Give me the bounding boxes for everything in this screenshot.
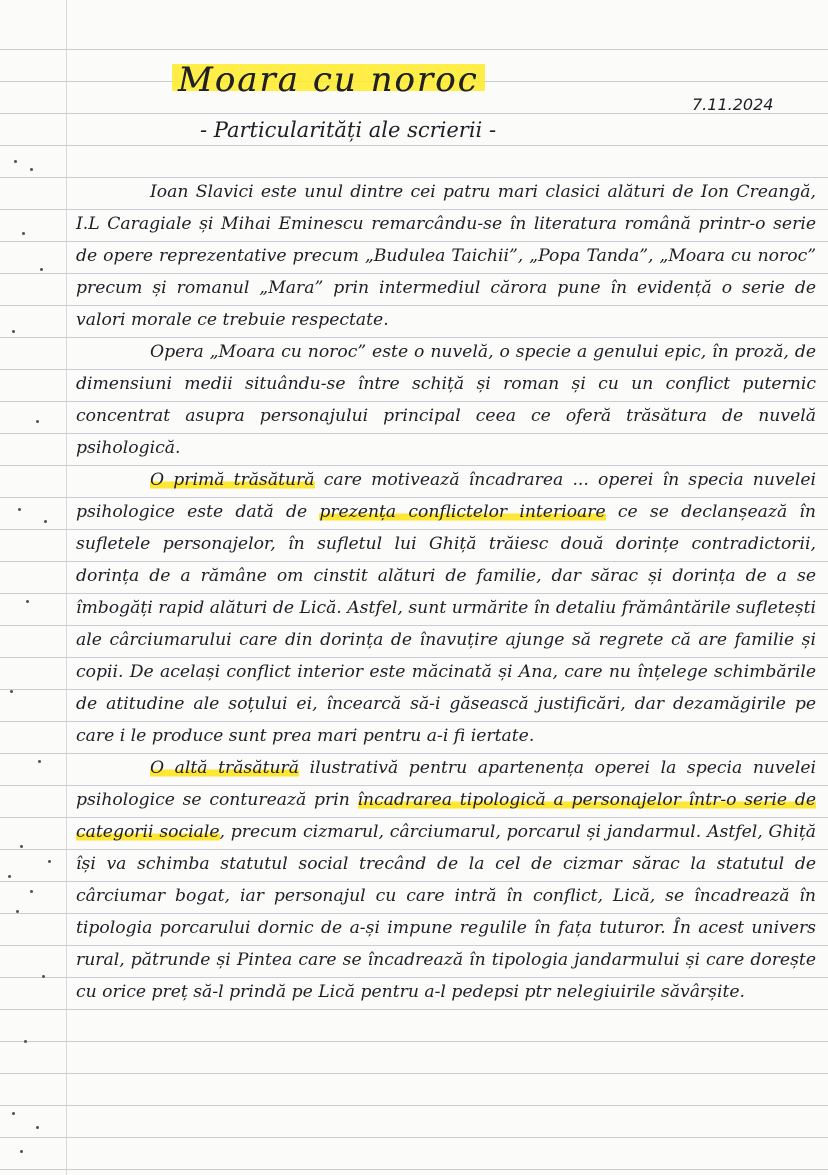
- date-label: 7.11.2024: [692, 95, 774, 114]
- margin-dot: [20, 845, 23, 848]
- margin-dot: [36, 1126, 39, 1129]
- essay-body: [76, 176, 816, 1008]
- paragraph-text: Ioan Slavici este unul dintre cei patru mari clasici alături de Ion Creangă, I.L Caragiale și Mihai Eminescu remarcându-se în literatura română printr-o serie de opere reprezentative precum „Budulea Taichii”, „Popa Tanda”, „Moara cu noroc” precum și romanul „Mara” prin intermediul cărora pune în evidență o serie de valori morale ce trebuie respectate.: [76, 182, 816, 330]
- paragraph-text: care motivează încadrarea ... operei în specia nuvelei psihologice este dată de: [76, 470, 816, 522]
- margin-dot: [8, 875, 11, 878]
- paragraph-text: Opera „Moara cu noroc” este o nuvelă, o specie a genului epic, în proză, de dimensiuni medii situându-se între schiță și roman și cu un conflict puternic concentrat asupra personajului principal ceea ce oferă trăsătura de nuvelă psihologică.: [76, 342, 816, 458]
- highlighted-phrase: încadrarea tipologică a personajelor într-o serie de categorii sociale: [76, 790, 816, 842]
- margin-dot: [40, 268, 43, 271]
- margin-dot: [12, 1112, 15, 1115]
- margin-dot: [22, 232, 25, 235]
- punched-margin-dots: [0, 0, 60, 1175]
- margin-dot: [10, 690, 13, 693]
- margin-dot: [44, 520, 47, 523]
- margin-dot: [24, 1040, 27, 1043]
- page-subtitle: - Particularități ale scrierii -: [200, 118, 497, 142]
- paragraph-4: [76, 752, 816, 1008]
- highlighted-phrase: O primă trăsătură: [150, 470, 315, 490]
- paragraph-text: ilustrativă pentru apartenența operei la specia nuvelei psihologice se conturează prin: [76, 758, 817, 810]
- margin-dot: [30, 168, 33, 171]
- paragraph-1: [76, 176, 816, 336]
- margin-dot: [42, 975, 45, 978]
- highlighted-phrase: O altă trăsătură: [150, 758, 300, 778]
- margin-dot: [26, 600, 29, 603]
- paragraph-3: [76, 464, 816, 752]
- page-title: Moara cu noroc: [172, 60, 485, 100]
- margin-dot: [18, 508, 21, 511]
- paragraph-2: [76, 336, 816, 464]
- margin-dot: [38, 760, 41, 763]
- paragraph-text: ce se declanșează în sufletele personajelor, în sufletul lui Ghiță trăiesc două dorințe contradictorii, dorința de a rămâne om cinstit alături de familie, dar sărac și dorința de a se îmbogăți rapid alături de Lică. Astfel, sunt urmărite în detaliu frământările sufletești ale cârciumarului care din dorința de înavuțire ajunge să regrete că are familie și copii. De același conflict interior este măcinată și Ana, care nu înțelege schimbările de atitudine ale soțului ei, încearcă să-i găsească justificări, dar dezamăgirile pe care i le produce sunt prea mari pentru a-i fi iertate.: [76, 502, 816, 746]
- margin-dot: [48, 860, 51, 863]
- margin-dot: [20, 1150, 23, 1153]
- margin-dot: [16, 910, 19, 913]
- margin-dot: [30, 890, 33, 893]
- paragraph-text: , precum cizmarul, cârciumarul, porcarul și jandarmul. Astfel, Ghiță își va schimba statutul social trecând de la cel de cizmar sărac la statutul de cârciumar bogat, iar personajul cu care intră în conflict, Lică, se încadrează în tipologia porcarului dornic de a-și impune regulile în fața tuturor. În acest univers rural, pătrunde și Pintea care se încadrează în tipologia jandarmului și care dorește cu orice preț să-l prindă pe Lică pentru a-l pedepsi ptr nelegiuirile săvârșite.: [76, 822, 816, 1002]
- margin-line: [66, 0, 67, 1175]
- highlighted-phrase: prezența conflictelor interioare: [319, 502, 606, 522]
- margin-dot: [14, 160, 17, 163]
- margin-dot: [36, 420, 39, 423]
- margin-dot: [12, 330, 15, 333]
